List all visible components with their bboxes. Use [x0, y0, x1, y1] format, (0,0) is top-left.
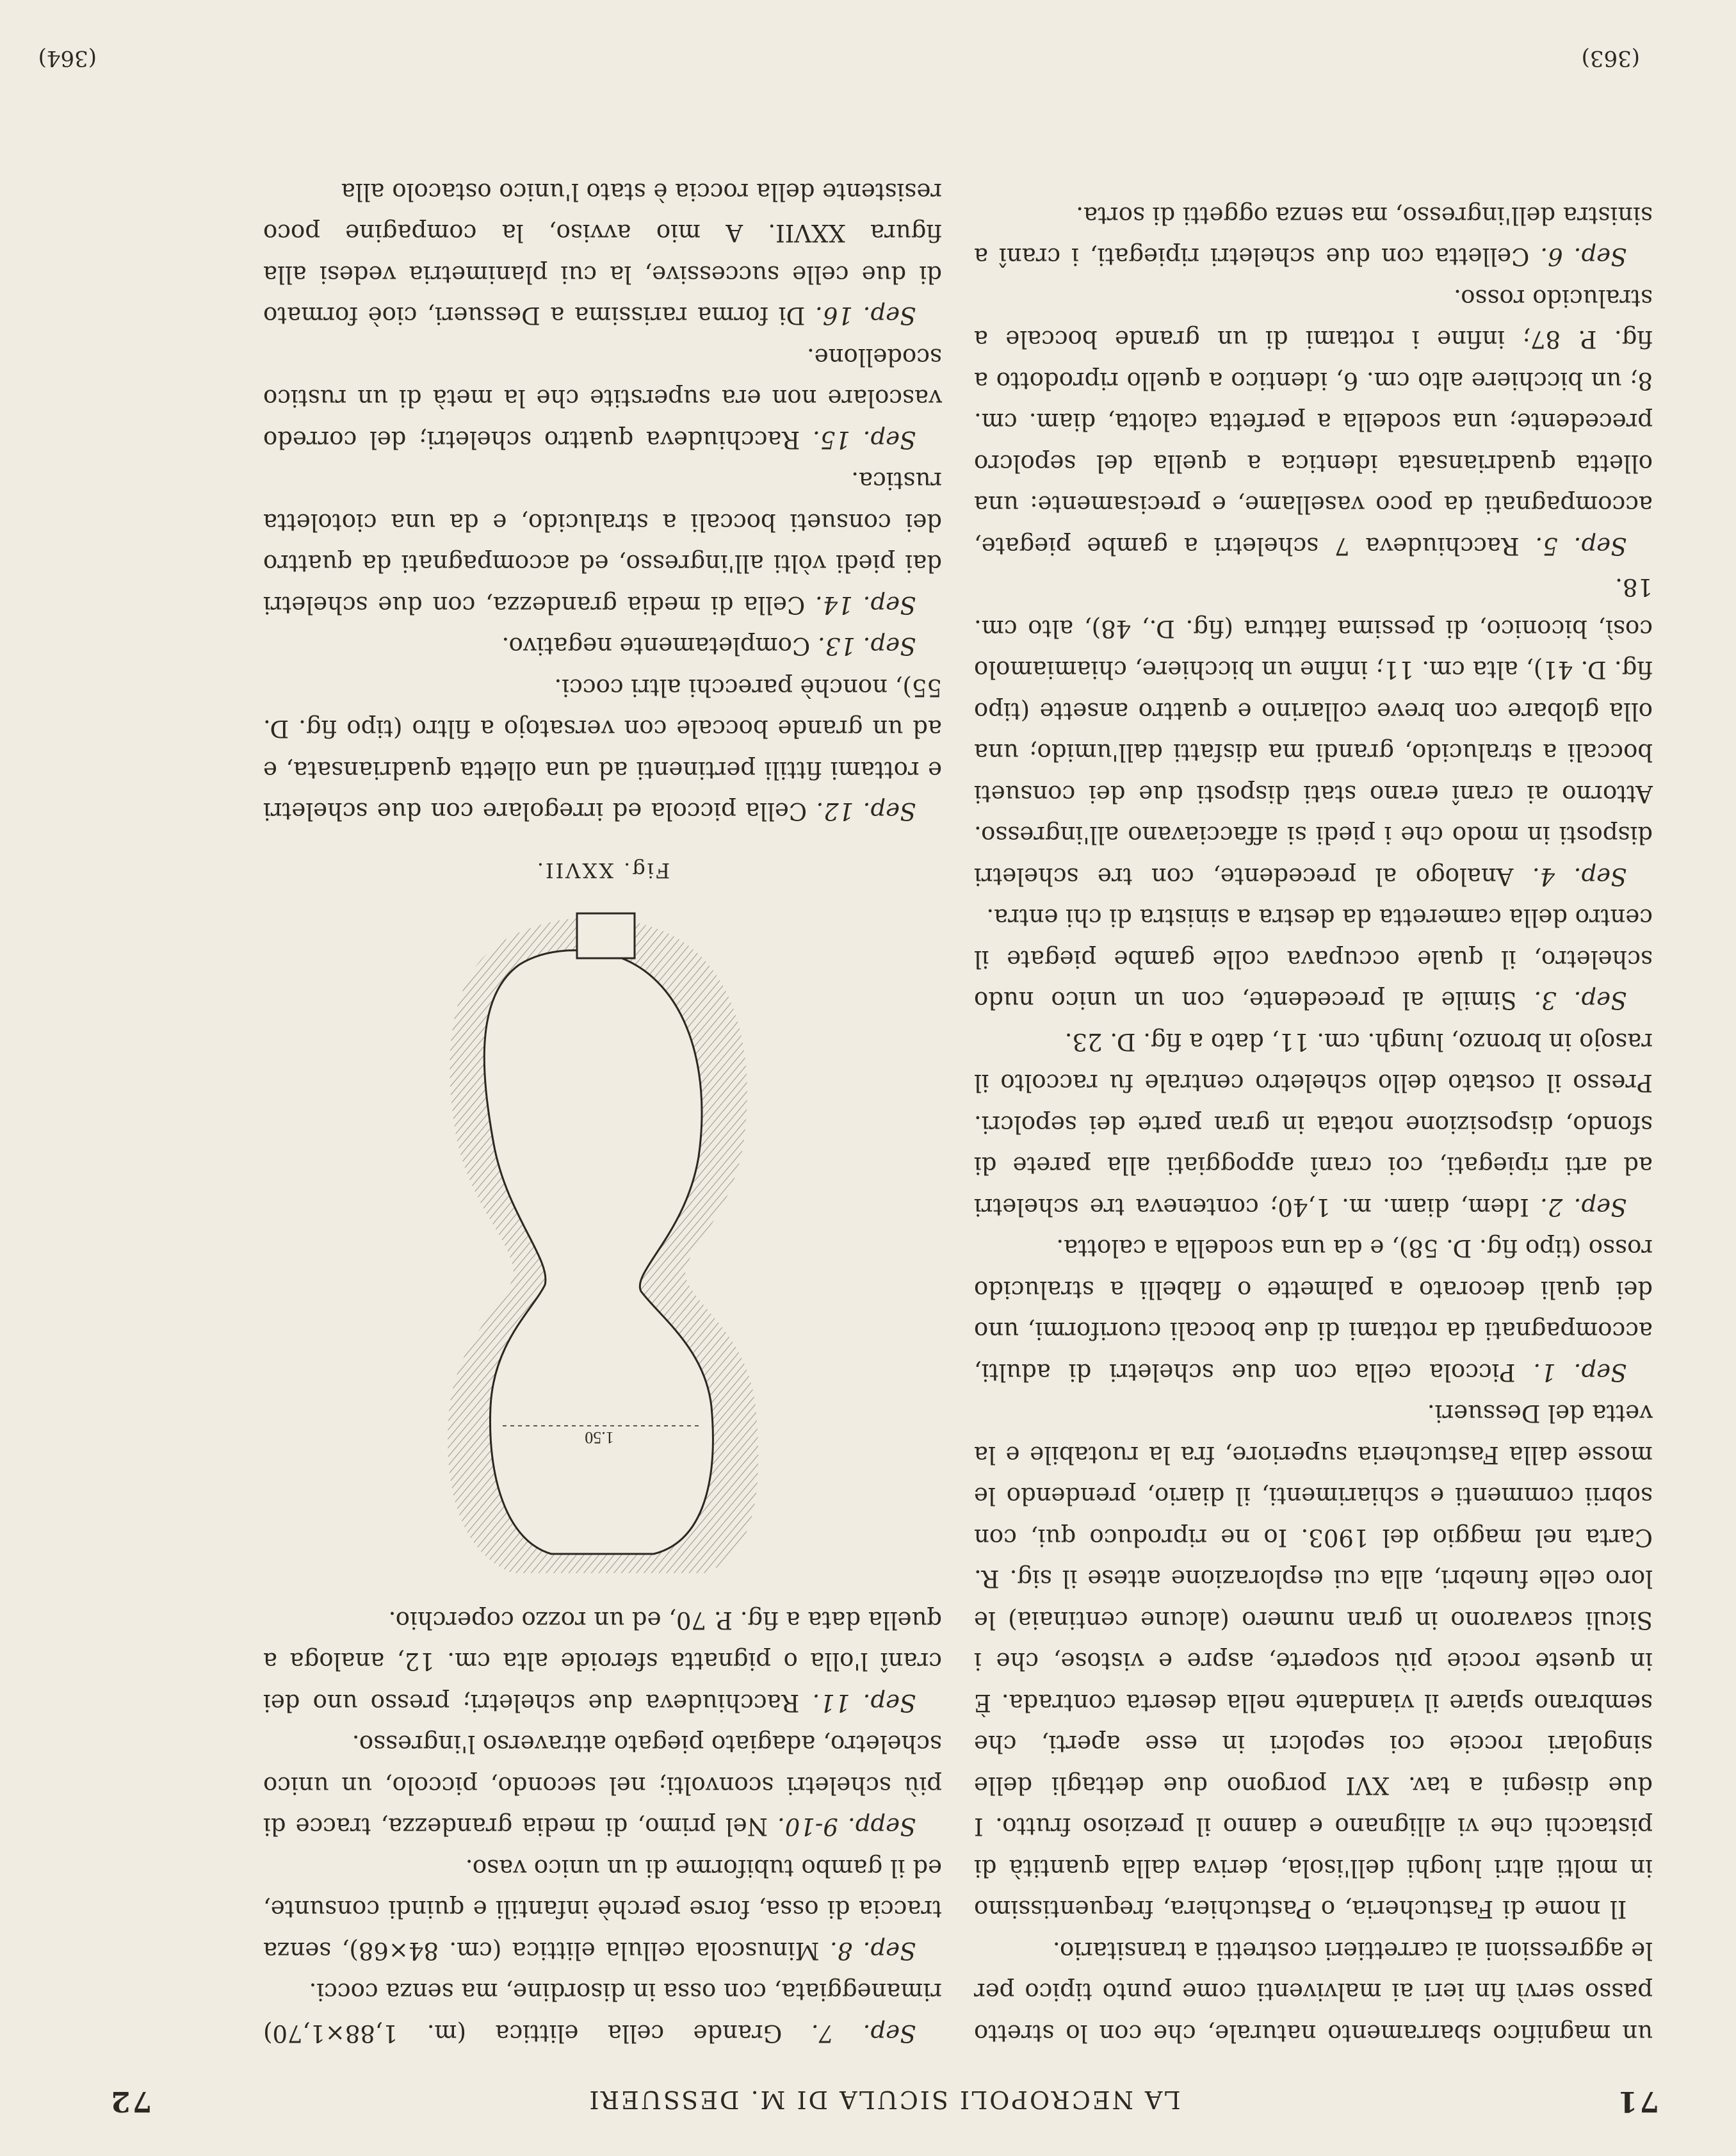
page-number-right: 72	[109, 2085, 152, 2118]
tomb-label: Sep. 3.	[1534, 986, 1627, 1015]
tomb-label: Sepp. 9-10.	[777, 1813, 916, 1841]
tomb-text: Simile al precedente, con un unico nudo scheletro, il quale occupava colle gambe piegate il centro della cameretta da destra a sinistra di chi entra.	[974, 904, 1653, 1015]
running-title: LA NECROPOLI SICULA DI M. DESSUERI	[587, 2086, 1181, 2114]
tomb-entry	[263, 1971, 942, 2054]
tomb-label: Sep. 6.	[1540, 243, 1627, 271]
tomb-label: Sep. 15.	[813, 426, 916, 453]
tomb-label: Sep. 8.	[829, 1937, 916, 1964]
page-footer-left: (363)	[1581, 45, 1640, 71]
tomb-label: Sep. 2.	[1540, 1193, 1627, 1221]
tomb-text: Minuscola cellula elittica (cm. 84×68), senza traccia di ossa, forse perchè infantili e quindi consunte, ed il gambo tubiforme di un unico vaso.	[263, 1854, 942, 1964]
paragraph: un magnifico sbarramento naturale, che con lo stretto passo servì fin ieri ai malviventi come punto tipico per le aggressioni ai carrettieri costretti a transitario.	[974, 1937, 1653, 2047]
tomb-entry	[974, 566, 1653, 897]
figure-xxvii	[263, 837, 942, 1593]
tomb-label: Sep. 13.	[818, 632, 916, 660]
tomb-entry	[263, 1847, 942, 1972]
tomb-label: Sep. 5.	[1535, 532, 1627, 560]
page-number-left: 71	[1616, 2085, 1659, 2118]
tomb-entry	[263, 1723, 942, 1847]
tomb-text: Cella piccola ed irregolare con due scheletri e rottami fittili pertinenti ad una olletta quadriansata, e ad un grande boccale con versatojo a filtro (tipo fig. D. 55), nonchè parecchi altri cocci.	[263, 674, 942, 826]
tomb-entry	[263, 336, 942, 461]
tomb-entry	[974, 1021, 1653, 1228]
tomb-text: Di forma rarissima a Dessueri, cioè formato di due celle successive, la cui planimetria vedesi alla figura XXVII. A mio avviso, la compagine poco resistente della roccia è stato l'unico ostacolo alla	[263, 178, 942, 330]
tomb-label: Sep. 7.	[811, 2020, 916, 2047]
right-column	[263, 171, 942, 2054]
tomb-label: Sep. 1.	[1533, 1359, 1627, 1386]
tomb-label: Sep. 12.	[816, 797, 916, 826]
tomb-text: Racchiudeva due scheletri; presso uno dei cranî l'olla o pignatta sferoide alta cm. 12, analoga a quella data a fig. P. 70, ed un rozzo coperchio.	[263, 1606, 942, 1717]
tomb-plan-drawing	[423, 908, 782, 1580]
tomb-text: Idem, diam. m. 1,40; conteneva tre scheletri ad arti ripiegati, coi cranî appoggiati alla parete di sfondo, disposizione notata in gran parte dei sepolcri. Presso il costato dello scheletro centrale fu raccolto il rasojo in bronzo, lungh. cm. 11, dato a fig. D. 23.	[974, 1028, 1653, 1221]
tomb-entry	[974, 277, 1653, 567]
tomb-label: Sep. 14.	[815, 591, 916, 619]
paragraph: Il nome di Fastucheria, o Pastuchiera, frequentissimo in molti altri luoghi dell'isola, deriva dalla quantità di pistacchi che vi allignano e danno il prezioso frutto. I due disegni a tav. XVI porgono due dettagli delle singolari roccie coi sepolcri in esse aperti, che sembrano spiare il viandante nella deserta contrada. È in queste roccie più scoperte, aspre e vistose, che i Siculi scavarono in gran numero (alcune centinaia) le loro celle funebri, alla cui esplorazione attese il sig. R. Carta nel maggio del 1903. Io ne riproduco qui, con sobrii commenti e schiarimenti, il diario, prendendo le mosse dalla Fastucheria superiore, fra la ruotabile e la vetta del Dessueri.	[974, 1400, 1653, 1923]
tomb-text: Racchiudeva quattro scheletri; del corredo vascolare non era superstite che la metà di un rustico scodellone.	[263, 343, 942, 453]
entrance-passage	[577, 914, 635, 959]
tomb-entry	[263, 625, 942, 667]
tomb-text: Celletta con due scheletri ripiegati, i cranî a sinistra dell'ingresso, ma senza oggetti di sorta.	[974, 202, 1653, 271]
figure-caption: Fig. XXVII.	[535, 858, 670, 883]
tomb-entry	[974, 897, 1653, 1021]
tomb-text: Piccola cella con due scheletri di adulti, accompagnati da rottami di due boccali cuoriformi, uno dei quali decorato a palmette o flabelli a stralucido rosso (tipo fig. D. 58), e da una scodella a calotta.	[974, 1234, 1653, 1386]
tomb-text: Racchiudeva 7 scheletri a gambe piegate, accompagnati da poco vasellame, e precisamente: una olletta quadriansata identica a quella del sepolcro precedente; una scodella a perfetta calotta, diam. cm. 8; un bicchiere alto cm. 6, identico a quello riprodotto a fig. P. 87; infine i rottami di un grande boccale a stralucido rosso.	[974, 284, 1653, 560]
tomb-label: Sep. 11.	[812, 1689, 916, 1717]
running-header	[109, 2079, 1659, 2118]
tomb-entry	[263, 171, 942, 336]
tomb-text: Completamente negativo.	[501, 632, 811, 660]
tomb-text: Cella di media grandezza, con due scheletri dai piedi vòlti all'ingresso, ed accompagnati da quattro dei consueti boccali a stralucido, e da una ciotoletta rustica.	[263, 467, 942, 619]
dimension-label: 1.50	[585, 1428, 614, 1448]
tomb-entry	[263, 667, 942, 832]
tomb-entry	[974, 195, 1653, 277]
tomb-entry	[263, 1599, 942, 1724]
tomb-text: Analogo al precedente, con tre scheletri disposti in modo che i piedi si affacciavano all'ingresso. Attorno ai cranî erano stati disposti due dei consueti boccali a stralucido, grandi ma disfatti dall'umido; una olla globare con breve collarino e quattro ansette (tipo fig. D. 41), alta cm. 11; infine un bicchiere, chiamiamolo così, biconico, di pessima fattura (fig. D., 48), alto cm. 18.	[974, 573, 1653, 890]
page-footer-right: (364)	[38, 45, 97, 71]
tomb-text: Grande cella elittica (m. 1,88×1,70) rimaneggiata, con ossa in disordine, ma senza cocci.	[263, 1978, 942, 2047]
tomb-entry	[974, 1227, 1653, 1392]
tomb-label: Sep. 4.	[1532, 863, 1627, 890]
tomb-label: Sep. 16.	[815, 302, 916, 330]
tomb-text: Nel primo, di media grandezza, tracce di più scheletri sconvolti; nel secondo, piccolo, un unico scheletro, adagiato piegato attraverso l'ingresso.	[263, 1730, 942, 1841]
left-column	[974, 195, 1653, 2054]
tomb-entry	[263, 460, 942, 625]
